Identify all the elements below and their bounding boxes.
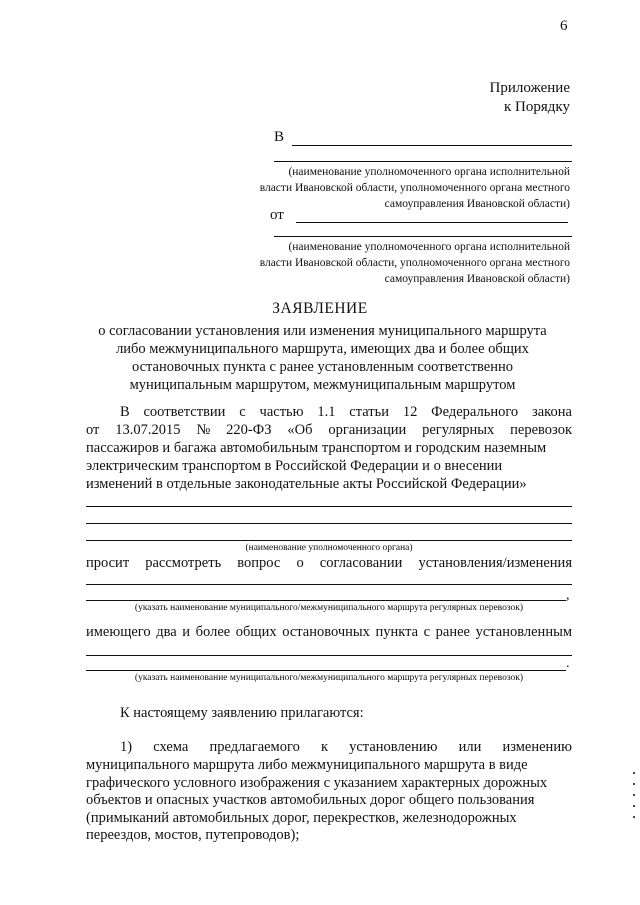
intro-word: 1.1 bbox=[317, 404, 336, 420]
to-caption-line-2: власти Ивановской области, уполномоченного органа местного bbox=[259, 182, 570, 194]
item1-line-4: объектов и опасных участков автомобильных дорог общего пользования bbox=[86, 792, 535, 808]
intro-word: частью bbox=[259, 404, 304, 420]
from-caption-line-2: власти Ивановской области, уполномоченного органа местного bbox=[259, 257, 570, 269]
subtitle-line-3: остановочных пункта с ранее установленным соответственно bbox=[131, 359, 514, 375]
request-word: о bbox=[296, 555, 304, 571]
request-word: установления/изменения bbox=[418, 555, 572, 571]
intro-word: соответствии bbox=[143, 404, 226, 420]
to-caption bbox=[260, 164, 570, 212]
subtitle-line-1: о согласовании установления или изменения муниципального маршрута bbox=[98, 323, 547, 339]
from-label: от bbox=[270, 207, 284, 223]
organ-field-line-2 bbox=[86, 523, 572, 524]
period-mark: . bbox=[566, 656, 570, 671]
intro-word: «Об bbox=[287, 422, 313, 438]
to-label: В bbox=[274, 129, 285, 145]
item1-word: предлагаемого bbox=[209, 739, 300, 755]
to-caption-line-1: (наименование уполномоченного органа исполнительной bbox=[288, 166, 570, 178]
appendix-line-2: к Порядку bbox=[504, 99, 570, 115]
item1-line-1 bbox=[86, 739, 572, 757]
item1-word: изменению bbox=[502, 739, 572, 755]
request-word: согласовании bbox=[319, 555, 403, 571]
item1-line-6: переездов, мостов, путепроводов); bbox=[86, 827, 300, 843]
intro-word: от bbox=[86, 422, 100, 438]
from-caption-line-3: самоуправления Ивановской области) bbox=[384, 273, 570, 285]
intro-word: Федерального bbox=[431, 404, 519, 420]
intro-word: № bbox=[196, 422, 211, 438]
request-word: просит bbox=[86, 555, 130, 571]
item1-word: к bbox=[320, 739, 328, 755]
organ-caption: (наименование уполномоченного органа) bbox=[245, 543, 413, 553]
item1-line-3: графического условного изображения с указанием характерных дорожных bbox=[86, 774, 548, 791]
having-line: имеющего два и более общих остановочных пункта с ранее установленным bbox=[86, 624, 572, 640]
route-field-line-4 bbox=[86, 670, 566, 671]
intro-word: статьи bbox=[349, 404, 389, 420]
request-word: вопрос bbox=[237, 555, 281, 571]
item1-line-2: муниципального маршрута либо межмуниципального маршрута в виде bbox=[86, 757, 528, 773]
intro-line-1 bbox=[86, 404, 572, 422]
intro-word: закона bbox=[532, 404, 572, 420]
page-number: 6 bbox=[560, 18, 568, 34]
item1-word: схема bbox=[153, 739, 189, 755]
appendix-header bbox=[489, 79, 570, 117]
from-caption-line-1: (наименование уполномоченного органа исполнительной bbox=[288, 241, 570, 253]
intro-word: 12 bbox=[402, 404, 418, 420]
intro-word: В bbox=[120, 404, 130, 420]
from-field-line-1 bbox=[296, 222, 568, 223]
item1-word: 1) bbox=[120, 739, 133, 755]
intro-paragraph bbox=[86, 404, 572, 494]
from-caption bbox=[260, 239, 570, 287]
intro-line-3: пассажиров и багажа автомобильным транспортом и городским наземным bbox=[86, 440, 547, 456]
document-title: ЗАЯВЛЕНИЕ bbox=[272, 300, 368, 317]
subtitle-line-4: муниципальным маршрутом, межмуниципальным маршрутом bbox=[129, 377, 516, 393]
to-field-line-2 bbox=[274, 161, 572, 162]
item1-word: или bbox=[458, 739, 482, 755]
route-field-line-3 bbox=[86, 655, 572, 656]
subtitle-line-2: либо межмуниципального маршрута, имеющих два и более общих bbox=[116, 341, 529, 357]
intro-word: перевозок bbox=[510, 422, 572, 438]
intro-line-4: электрическим транспортом в Российской Федерации и о внесении bbox=[86, 458, 503, 474]
to-caption-line-3: самоуправления Ивановской области) bbox=[384, 198, 570, 210]
comma-mark: , bbox=[566, 588, 570, 603]
intro-line-2 bbox=[86, 422, 572, 440]
organ-field-line-1 bbox=[86, 506, 572, 507]
route-field-line-2 bbox=[86, 600, 566, 601]
scan-edge-marks bbox=[633, 772, 636, 827]
intro-word: 13.07.2015 bbox=[115, 422, 181, 438]
request-line bbox=[86, 555, 572, 572]
to-field-line-1 bbox=[292, 145, 572, 146]
organ-field-line-3 bbox=[86, 540, 572, 541]
attachment-item-1 bbox=[86, 739, 572, 845]
route-field-line-1 bbox=[86, 584, 572, 585]
intro-word: 220-ФЗ bbox=[226, 422, 272, 438]
appendix-line-1: Приложение bbox=[489, 80, 570, 96]
item1-word: установлению bbox=[349, 739, 438, 755]
intro-line-5: изменений в отдельные законодательные акты Российской Федерации» bbox=[86, 476, 527, 492]
request-word: рассмотреть bbox=[145, 555, 222, 571]
item1-line-5: (примыканий автомобильных дорог, перекрестков, железнодорожных bbox=[86, 809, 517, 826]
from-field-line-2 bbox=[274, 236, 572, 237]
intro-word: регулярных bbox=[422, 422, 495, 438]
route-caption-1: (указать наименование муниципального/межмуниципального маршрута регулярных перевозок) bbox=[134, 603, 524, 613]
route-caption-2: (указать наименование муниципального/межмуниципального маршрута регулярных перевозок) bbox=[134, 673, 524, 683]
attachments-heading: К настоящему заявлению прилагаются: bbox=[120, 705, 364, 721]
intro-word: организации bbox=[328, 422, 407, 438]
intro-word: с bbox=[239, 404, 246, 420]
document-subtitle bbox=[70, 322, 575, 394]
